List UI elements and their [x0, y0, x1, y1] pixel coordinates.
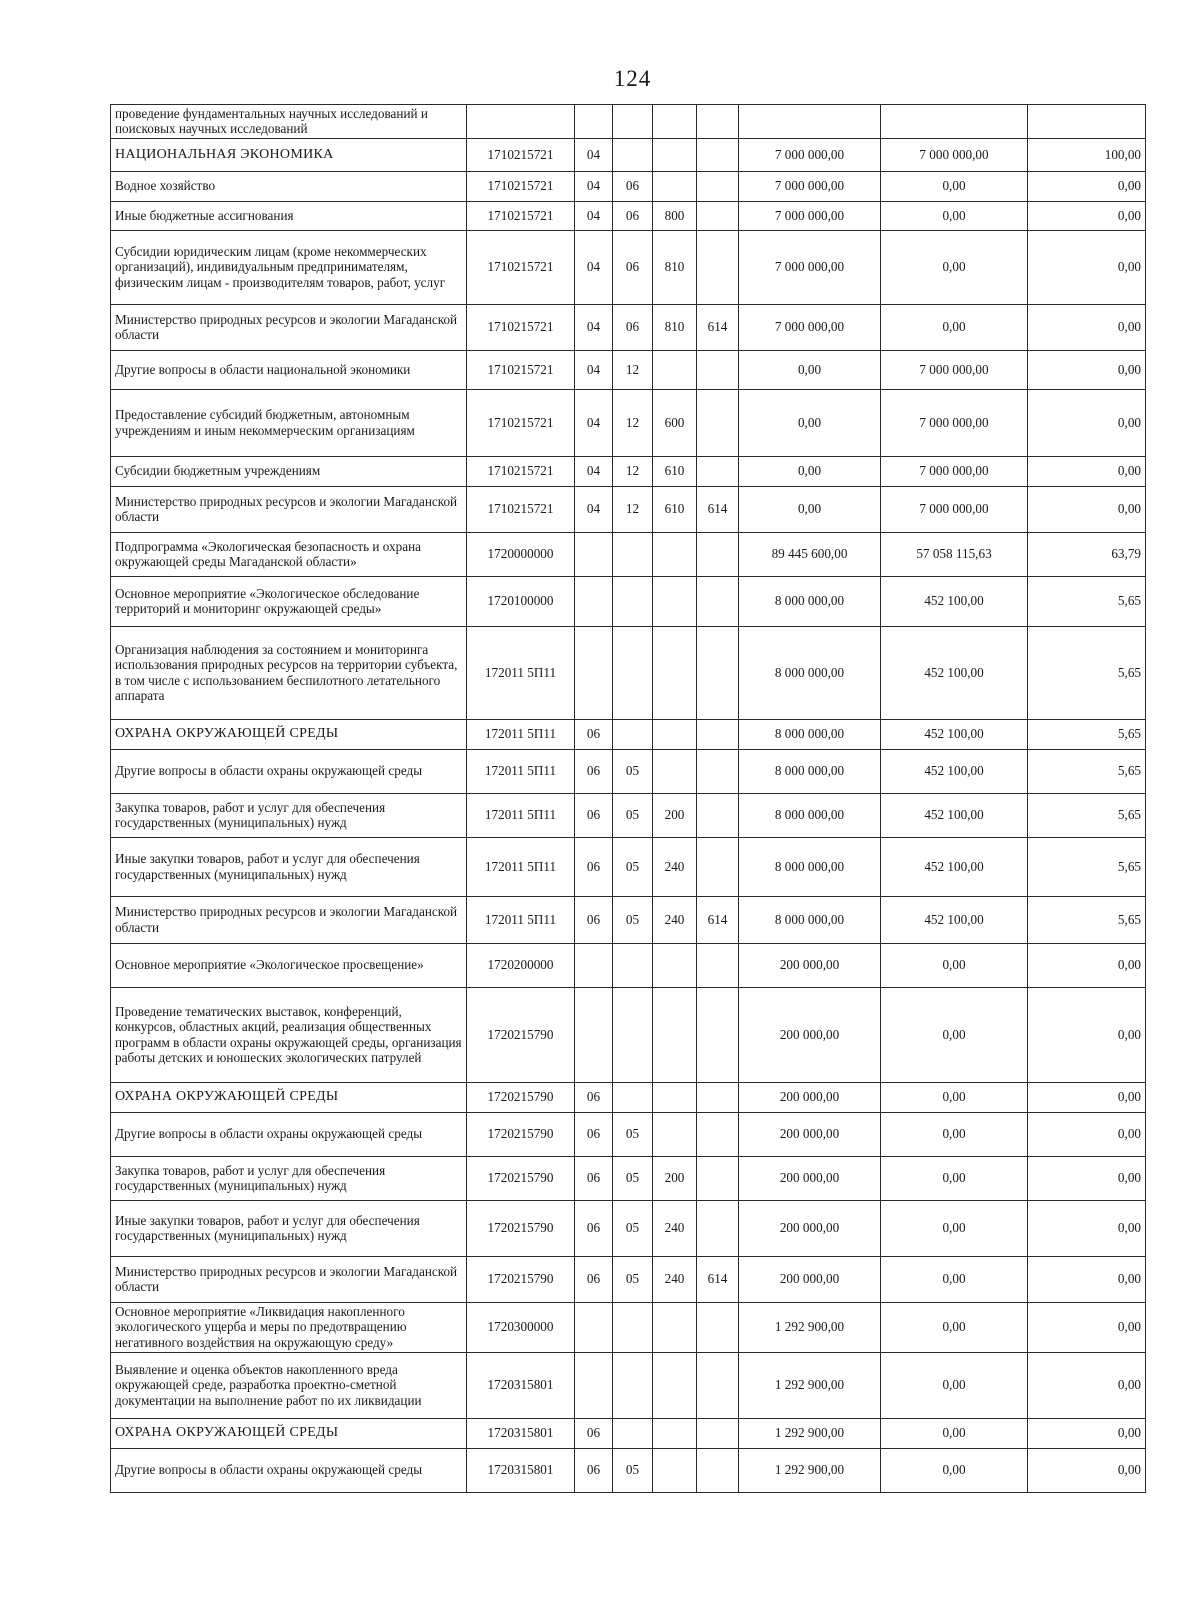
row-ministry-code [697, 532, 739, 576]
row-expense-type: 240 [653, 1200, 697, 1256]
row-execution-percent: 0,00 [1028, 1352, 1146, 1418]
row-executed-amount: 7 000 000,00 [881, 350, 1028, 389]
row-execution-percent: 0,00 [1028, 304, 1146, 350]
row-execution-percent: 5,65 [1028, 626, 1146, 719]
row-subsection: 05 [613, 1200, 653, 1256]
row-executed-amount: 452 100,00 [881, 749, 1028, 793]
row-name: Министерство природных ресурсов и экологии Магаданской области [111, 486, 467, 532]
row-ministry-code [697, 749, 739, 793]
row-expense-type: 810 [653, 230, 697, 304]
row-subsection [613, 532, 653, 576]
row-expense-type [653, 1448, 697, 1492]
row-expense-type [653, 1352, 697, 1418]
row-expense-type [653, 626, 697, 719]
row-planned-amount: 200 000,00 [739, 1256, 881, 1302]
row-name: Проведение тематических выставок, конференций, конкурсов, областных акций, реализация общественных программ в области охраны окружающей среды, организация работы детских и юношеских экологических патрулей [111, 987, 467, 1082]
row-subsection [613, 1352, 653, 1418]
row-subsection: 05 [613, 837, 653, 896]
row-expense-type [653, 1418, 697, 1448]
row-section: 04 [575, 171, 613, 201]
row-section: 04 [575, 138, 613, 171]
table-body [111, 105, 1146, 1493]
row-subsection: 05 [613, 1256, 653, 1302]
row-code: 1720215790 [467, 1256, 575, 1302]
row-ministry-code: 614 [697, 304, 739, 350]
row-section: 06 [575, 1200, 613, 1256]
row-execution-percent: 5,65 [1028, 749, 1146, 793]
row-expense-type: 610 [653, 456, 697, 486]
row-subsection: 06 [613, 171, 653, 201]
table-row [111, 1418, 1146, 1448]
row-executed-amount: 452 100,00 [881, 626, 1028, 719]
table-row [111, 719, 1146, 749]
row-execution-percent: 0,00 [1028, 486, 1146, 532]
row-subsection: 05 [613, 793, 653, 837]
row-section: 06 [575, 749, 613, 793]
row-name: ОХРАНА ОКРУЖАЮЩЕЙ СРЕДЫ [111, 1082, 467, 1112]
row-name: Основное мероприятие «Экологическое обследование территорий и мониторинг окружающей среды» [111, 576, 467, 626]
row-subsection [613, 576, 653, 626]
row-section [575, 943, 613, 987]
row-execution-percent: 5,65 [1028, 837, 1146, 896]
row-planned-amount: 200 000,00 [739, 1082, 881, 1112]
row-executed-amount: 7 000 000,00 [881, 456, 1028, 486]
row-executed-amount: 0,00 [881, 1112, 1028, 1156]
row-execution-percent: 0,00 [1028, 1448, 1146, 1492]
row-ministry-code [697, 171, 739, 201]
row-expense-type [653, 1302, 697, 1352]
row-code: 1710215721 [467, 456, 575, 486]
table-row [111, 456, 1146, 486]
row-name: Министерство природных ресурсов и экологии Магаданской области [111, 896, 467, 943]
row-code: 1720315801 [467, 1448, 575, 1492]
row-ministry-code [697, 1302, 739, 1352]
row-ministry-code [697, 793, 739, 837]
row-executed-amount: 57 058 115,63 [881, 532, 1028, 576]
row-section: 06 [575, 1112, 613, 1156]
table-row [111, 532, 1146, 576]
row-ministry-code [697, 1352, 739, 1418]
row-planned-amount: 8 000 000,00 [739, 793, 881, 837]
row-code: 1720215790 [467, 1082, 575, 1112]
row-ministry-code [697, 1448, 739, 1492]
row-ministry-code [697, 1082, 739, 1112]
row-planned-amount: 1 292 900,00 [739, 1352, 881, 1418]
row-section: 06 [575, 837, 613, 896]
row-execution-percent: 100,00 [1028, 138, 1146, 171]
row-execution-percent: 0,00 [1028, 1082, 1146, 1112]
table-row [111, 837, 1146, 896]
row-ministry-code [697, 1200, 739, 1256]
row-executed-amount: 0,00 [881, 201, 1028, 230]
row-name: Иные закупки товаров, работ и услуг для обеспечения государственных (муниципальных) нужд [111, 1200, 467, 1256]
row-name: Основное мероприятие «Экологическое просвещение» [111, 943, 467, 987]
row-subsection [613, 943, 653, 987]
row-name: Выявление и оценка объектов накопленного вреда окружающей среде, разработка проектно-сметной документации на выполнение работ по их ликвидации [111, 1352, 467, 1418]
row-section: 04 [575, 230, 613, 304]
row-ministry-code [697, 943, 739, 987]
table-row [111, 1352, 1146, 1418]
row-executed-amount: 452 100,00 [881, 719, 1028, 749]
row-expense-type: 600 [653, 389, 697, 456]
row-executed-amount: 452 100,00 [881, 896, 1028, 943]
row-planned-amount: 200 000,00 [739, 1156, 881, 1200]
row-name: Субсидии бюджетным учреждениям [111, 456, 467, 486]
row-executed-amount: 7 000 000,00 [881, 486, 1028, 532]
table-row [111, 230, 1146, 304]
row-code: 172011 5П11 [467, 626, 575, 719]
row-planned-amount: 200 000,00 [739, 943, 881, 987]
table-row [111, 1156, 1146, 1200]
row-planned-amount: 0,00 [739, 350, 881, 389]
row-code: 1720200000 [467, 943, 575, 987]
row-expense-type: 240 [653, 896, 697, 943]
row-planned-amount: 8 000 000,00 [739, 896, 881, 943]
row-planned-amount: 8 000 000,00 [739, 626, 881, 719]
row-planned-amount: 8 000 000,00 [739, 749, 881, 793]
row-section: 06 [575, 1082, 613, 1112]
row-executed-amount: 452 100,00 [881, 793, 1028, 837]
row-ministry-code [697, 987, 739, 1082]
row-expense-type [653, 350, 697, 389]
row-name: Предоставление субсидий бюджетным, автономным учреждениям и иным некоммерческим организациям [111, 389, 467, 456]
row-subsection [613, 138, 653, 171]
row-name: Водное хозяйство [111, 171, 467, 201]
table-row [111, 1082, 1146, 1112]
row-code: 1710215721 [467, 171, 575, 201]
row-name: Другие вопросы в области национальной экономики [111, 350, 467, 389]
row-executed-amount: 0,00 [881, 943, 1028, 987]
row-execution-percent: 0,00 [1028, 1156, 1146, 1200]
row-code: 1720100000 [467, 576, 575, 626]
row-expense-type: 800 [653, 201, 697, 230]
row-code: 1710215721 [467, 138, 575, 171]
row-section: 06 [575, 1256, 613, 1302]
row-code: 172011 5П11 [467, 793, 575, 837]
row-section [575, 1302, 613, 1352]
row-section: 06 [575, 793, 613, 837]
row-subsection: 06 [613, 201, 653, 230]
row-executed-amount: 452 100,00 [881, 837, 1028, 896]
row-execution-percent: 5,65 [1028, 576, 1146, 626]
table-row [111, 350, 1146, 389]
row-planned-amount: 200 000,00 [739, 1200, 881, 1256]
row-ministry-code [697, 201, 739, 230]
table-row [111, 987, 1146, 1082]
row-execution-percent: 0,00 [1028, 987, 1146, 1082]
row-expense-type: 810 [653, 304, 697, 350]
row-executed-amount: 7 000 000,00 [881, 138, 1028, 171]
row-ministry-code [697, 138, 739, 171]
row-code: 1720315801 [467, 1352, 575, 1418]
row-ministry-code [697, 230, 739, 304]
row-executed-amount: 0,00 [881, 1302, 1028, 1352]
row-code: 1720215790 [467, 1156, 575, 1200]
row-ministry-code: 614 [697, 896, 739, 943]
row-execution-percent: 0,00 [1028, 943, 1146, 987]
row-executed-amount: 0,00 [881, 1256, 1028, 1302]
row-ministry-code [697, 456, 739, 486]
row-expense-type [653, 138, 697, 171]
table-row [111, 138, 1146, 171]
row-executed-amount: 0,00 [881, 1082, 1028, 1112]
row-executed-amount: 0,00 [881, 1200, 1028, 1256]
row-code: 172011 5П11 [467, 719, 575, 749]
row-planned-amount: 8 000 000,00 [739, 719, 881, 749]
row-name: Иные бюджетные ассигнования [111, 201, 467, 230]
table-row [111, 626, 1146, 719]
row-code: 1710215721 [467, 201, 575, 230]
row-section: 04 [575, 389, 613, 456]
row-name: Иные закупки товаров, работ и услуг для обеспечения государственных (муниципальных) нужд [111, 837, 467, 896]
row-code: 172011 5П11 [467, 896, 575, 943]
row-code: 1720215790 [467, 1112, 575, 1156]
row-section: 06 [575, 719, 613, 749]
row-ministry-code [697, 350, 739, 389]
row-ministry-code [697, 626, 739, 719]
row-subsection: 05 [613, 896, 653, 943]
row-planned-amount: 8 000 000,00 [739, 576, 881, 626]
row-code: 1720000000 [467, 532, 575, 576]
row-name: Закупка товаров, работ и услуг для обеспечения государственных (муниципальных) нужд [111, 793, 467, 837]
row-section: 06 [575, 1448, 613, 1492]
row-execution-percent: 0,00 [1028, 1256, 1146, 1302]
row-subsection [613, 626, 653, 719]
row-name: Организация наблюдения за состоянием и мониторинга использования природных ресурсов на территории субъекта, в том числе с использованием беспилотного летательного аппарата [111, 626, 467, 719]
row-ministry-code [697, 105, 739, 139]
row-planned-amount: 7 000 000,00 [739, 201, 881, 230]
row-execution-percent: 0,00 [1028, 201, 1146, 230]
row-expense-type: 200 [653, 1156, 697, 1200]
row-expense-type [653, 987, 697, 1082]
row-execution-percent: 0,00 [1028, 389, 1146, 456]
row-section [575, 987, 613, 1082]
row-planned-amount [739, 105, 881, 139]
row-code: 1710215721 [467, 486, 575, 532]
row-section [575, 1352, 613, 1418]
row-subsection [613, 1302, 653, 1352]
row-execution-percent: 63,79 [1028, 532, 1146, 576]
row-expense-type [653, 171, 697, 201]
row-expense-type [653, 719, 697, 749]
row-section: 06 [575, 1156, 613, 1200]
table-row [111, 1200, 1146, 1256]
row-code [467, 105, 575, 139]
row-subsection: 12 [613, 389, 653, 456]
row-code: 1710215721 [467, 389, 575, 456]
budget-execution-table [110, 104, 1146, 1493]
row-name: Подпрограмма «Экологическая безопасность и охрана окружающей среды Магаданской области» [111, 532, 467, 576]
row-code: 172011 5П11 [467, 749, 575, 793]
row-subsection: 05 [613, 749, 653, 793]
row-expense-type [653, 532, 697, 576]
row-planned-amount: 200 000,00 [739, 1112, 881, 1156]
row-execution-percent: 5,65 [1028, 896, 1146, 943]
row-subsection: 05 [613, 1448, 653, 1492]
row-executed-amount: 0,00 [881, 304, 1028, 350]
row-executed-amount: 0,00 [881, 1352, 1028, 1418]
row-section [575, 576, 613, 626]
table-row [111, 201, 1146, 230]
row-code: 1710215721 [467, 350, 575, 389]
row-execution-percent: 0,00 [1028, 1302, 1146, 1352]
row-execution-percent: 0,00 [1028, 456, 1146, 486]
row-execution-percent: 0,00 [1028, 1200, 1146, 1256]
row-section [575, 532, 613, 576]
table-row [111, 1448, 1146, 1492]
row-section: 04 [575, 350, 613, 389]
row-expense-type: 610 [653, 486, 697, 532]
table-row [111, 1256, 1146, 1302]
row-subsection: 06 [613, 230, 653, 304]
table-row [111, 486, 1146, 532]
row-subsection [613, 987, 653, 1082]
row-expense-type [653, 1082, 697, 1112]
table-row [111, 943, 1146, 987]
row-section: 06 [575, 896, 613, 943]
row-planned-amount: 8 000 000,00 [739, 837, 881, 896]
row-subsection: 06 [613, 304, 653, 350]
row-section: 04 [575, 304, 613, 350]
row-ministry-code: 614 [697, 486, 739, 532]
row-section [575, 626, 613, 719]
row-section: 04 [575, 201, 613, 230]
table-row [111, 896, 1146, 943]
row-ministry-code [697, 389, 739, 456]
row-name: Министерство природных ресурсов и экологии Магаданской области [111, 304, 467, 350]
row-execution-percent: 0,00 [1028, 1112, 1146, 1156]
row-executed-amount: 452 100,00 [881, 576, 1028, 626]
row-name: ОХРАНА ОКРУЖАЮЩЕЙ СРЕДЫ [111, 1418, 467, 1448]
row-name: Субсидии юридическим лицам (кроме некоммерческих организаций), индивидуальным предпринимателям, физическим лицам - производителям товаров, работ, услуг [111, 230, 467, 304]
row-executed-amount: 0,00 [881, 1156, 1028, 1200]
row-subsection: 12 [613, 350, 653, 389]
row-ministry-code [697, 1418, 739, 1448]
row-planned-amount: 7 000 000,00 [739, 138, 881, 171]
row-executed-amount: 0,00 [881, 1448, 1028, 1492]
row-name: Другие вопросы в области охраны окружающей среды [111, 1448, 467, 1492]
row-execution-percent [1028, 105, 1146, 139]
row-expense-type: 240 [653, 1256, 697, 1302]
row-subsection [613, 105, 653, 139]
row-name: Основное мероприятие «Ликвидация накопленного экологического ущерба и меры по предотвращению негативного воздействия на окружающую среду» [111, 1302, 467, 1352]
row-name: Министерство природных ресурсов и экологии Магаданской области [111, 1256, 467, 1302]
row-planned-amount: 200 000,00 [739, 987, 881, 1082]
row-code: 1720215790 [467, 987, 575, 1082]
table-row [111, 171, 1146, 201]
row-expense-type [653, 576, 697, 626]
row-code: 1710215721 [467, 304, 575, 350]
row-subsection: 12 [613, 486, 653, 532]
row-planned-amount: 0,00 [739, 456, 881, 486]
row-ministry-code [697, 576, 739, 626]
row-section: 06 [575, 1418, 613, 1448]
row-ministry-code [697, 837, 739, 896]
row-ministry-code [697, 1156, 739, 1200]
row-planned-amount: 0,00 [739, 389, 881, 456]
row-execution-percent: 0,00 [1028, 230, 1146, 304]
row-executed-amount [881, 105, 1028, 139]
row-executed-amount: 0,00 [881, 987, 1028, 1082]
row-code: 1710215721 [467, 230, 575, 304]
row-name: НАЦИОНАЛЬНАЯ ЭКОНОМИКА [111, 138, 467, 171]
row-code: 172011 5П11 [467, 837, 575, 896]
row-planned-amount: 7 000 000,00 [739, 304, 881, 350]
row-subsection: 05 [613, 1156, 653, 1200]
row-planned-amount: 1 292 900,00 [739, 1448, 881, 1492]
table-row [111, 105, 1146, 139]
row-planned-amount: 0,00 [739, 486, 881, 532]
row-name: Другие вопросы в области охраны окружающей среды [111, 1112, 467, 1156]
row-executed-amount: 0,00 [881, 1418, 1028, 1448]
row-section [575, 105, 613, 139]
row-code: 1720300000 [467, 1302, 575, 1352]
table-row [111, 389, 1146, 456]
row-expense-type: 240 [653, 837, 697, 896]
row-expense-type: 200 [653, 793, 697, 837]
table-row [111, 793, 1146, 837]
row-name: Другие вопросы в области охраны окружающей среды [111, 749, 467, 793]
row-section: 04 [575, 486, 613, 532]
row-execution-percent: 0,00 [1028, 1418, 1146, 1448]
table-row [111, 304, 1146, 350]
table-row [111, 1302, 1146, 1352]
row-subsection: 12 [613, 456, 653, 486]
row-execution-percent: 0,00 [1028, 171, 1146, 201]
row-code: 1720215790 [467, 1200, 575, 1256]
row-section: 04 [575, 456, 613, 486]
table-row [111, 576, 1146, 626]
row-execution-percent: 5,65 [1028, 793, 1146, 837]
page-number: 124 [613, 66, 652, 91]
row-ministry-code [697, 1112, 739, 1156]
row-expense-type [653, 105, 697, 139]
row-ministry-code [697, 719, 739, 749]
table-row [111, 749, 1146, 793]
table-row [111, 1112, 1146, 1156]
row-planned-amount: 89 445 600,00 [739, 532, 881, 576]
row-ministry-code: 614 [697, 1256, 739, 1302]
row-name: Закупка товаров, работ и услуг для обеспечения государственных (муниципальных) нужд [111, 1156, 467, 1200]
row-expense-type [653, 943, 697, 987]
row-executed-amount: 0,00 [881, 171, 1028, 201]
row-subsection [613, 1418, 653, 1448]
row-planned-amount: 7 000 000,00 [739, 230, 881, 304]
row-code: 1720315801 [467, 1418, 575, 1448]
row-planned-amount: 7 000 000,00 [739, 171, 881, 201]
row-name: ОХРАНА ОКРУЖАЮЩЕЙ СРЕДЫ [111, 719, 467, 749]
row-planned-amount: 1 292 900,00 [739, 1302, 881, 1352]
row-name: проведение фундаментальных научных исследований и поисковых научных исследований [111, 105, 467, 139]
row-subsection [613, 719, 653, 749]
row-execution-percent: 5,65 [1028, 719, 1146, 749]
row-expense-type [653, 749, 697, 793]
row-subsection [613, 1082, 653, 1112]
row-subsection: 05 [613, 1112, 653, 1156]
row-planned-amount: 1 292 900,00 [739, 1418, 881, 1448]
row-execution-percent: 0,00 [1028, 350, 1146, 389]
row-executed-amount: 0,00 [881, 230, 1028, 304]
row-executed-amount: 7 000 000,00 [881, 389, 1028, 456]
row-expense-type [653, 1112, 697, 1156]
